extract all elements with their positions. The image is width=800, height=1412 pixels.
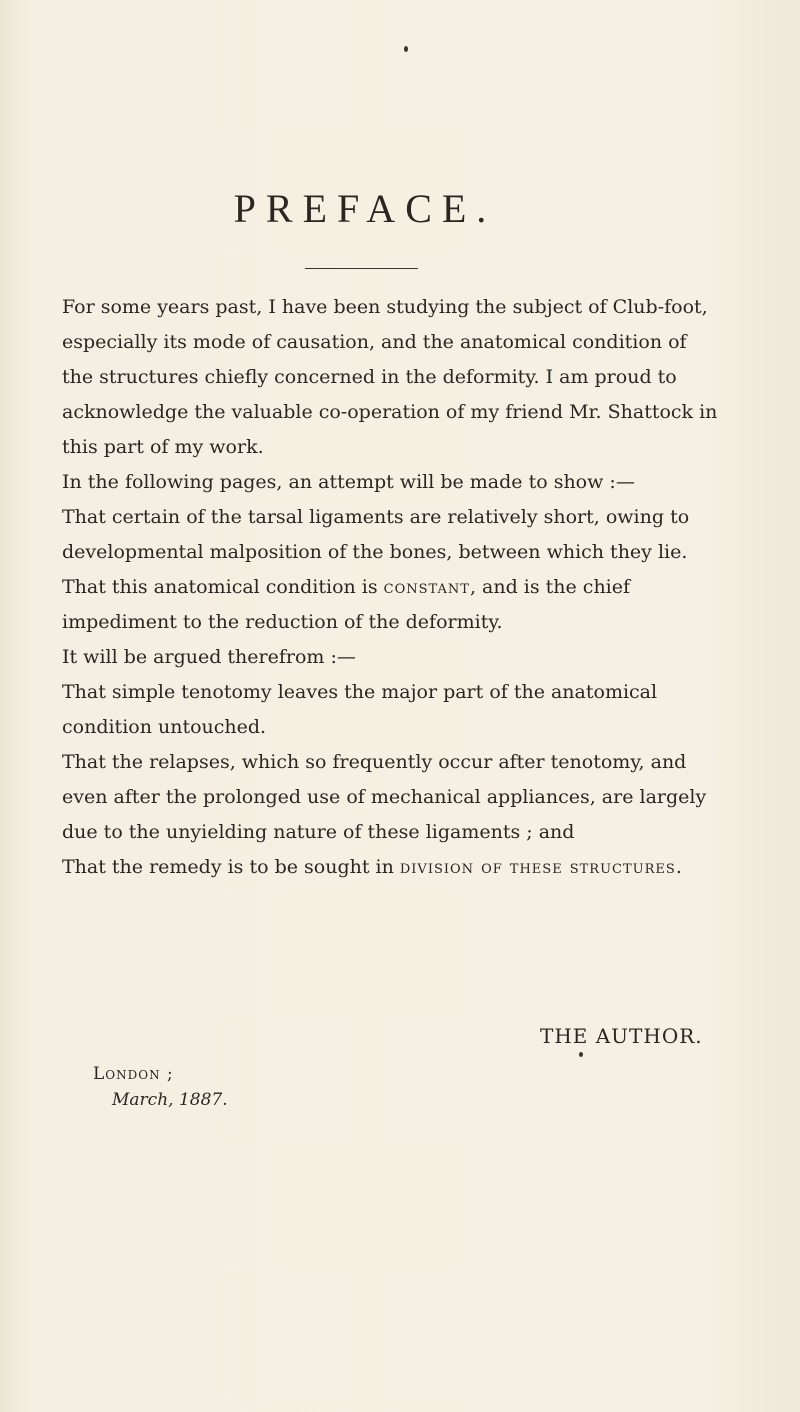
paragraph-8-end: . [675,856,682,878]
date-line: March, 1887. [112,1090,228,1110]
preface-body [62,290,722,885]
paragraph-4-end: , and is the chief impediment to the reduction of the deformity. [62,576,631,633]
paragraph-4 [62,570,722,640]
page-title: PREFACE. [233,186,497,231]
ink-speck [579,1052,583,1057]
paragraph-4-emphasis: constant [383,576,470,598]
author-signature: THE AUTHOR. [540,1024,703,1048]
paragraph-1: For some years past, I have been studying the subject of Club-foot, especially its mode of causation, and the anatomical condition of the structures chiefly concerned in the deformity. I am proud to acknowledge the valuable co-operation of my friend Mr. Shattock in this part of my work. [62,296,718,458]
paragraph-2: In the following pages, an attempt will be made to show :— [62,471,635,493]
paragraph-8-start: That the remedy is to be sought in [62,856,400,878]
paragraph-4-start: That this anatomical condition is [62,576,384,598]
place-line: London ; [93,1064,174,1084]
paragraph-8 [62,850,722,885]
paragraph-6: That simple tenotomy leaves the major part of the anatomical condition untouched. [62,681,658,738]
paragraph-7: That the relapses, which so frequently occur after tenotomy, and even after the prolonged use of mechanical appliances, are largely due to the unyielding nature of these ligaments ; and [62,751,707,843]
paragraph-3: That certain of the tarsal ligaments are relatively short, owing to developmental malposition of the bones, between which they lie. [62,506,690,563]
ink-speck [404,46,408,52]
title-rule [305,268,418,269]
paragraph-8-emphasis: division of these structures [399,856,676,878]
paragraph-5: It will be argued therefrom :— [62,646,356,668]
